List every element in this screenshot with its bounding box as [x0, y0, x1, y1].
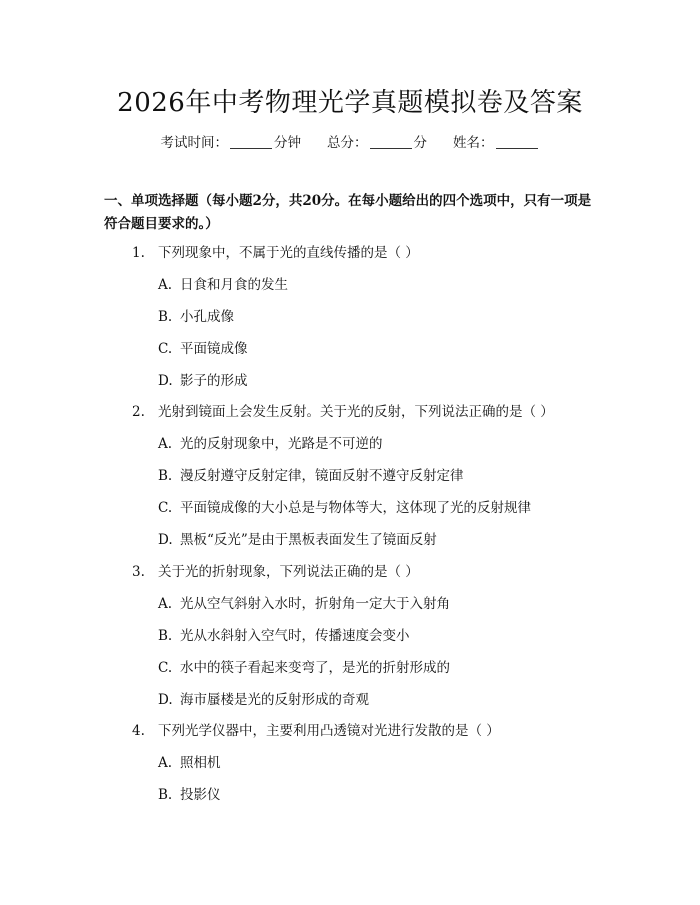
option-text: 黑板“反光”是由于黑板表面发生了镜面反射	[180, 532, 437, 548]
q1-option-d	[158, 371, 248, 391]
name-blank	[496, 136, 538, 149]
q2-option-a	[158, 434, 383, 454]
name-label: 姓名：	[453, 135, 494, 151]
q2-option-d	[158, 530, 437, 550]
q3-option-b	[158, 626, 410, 646]
option-letter: D.	[158, 692, 173, 708]
q3-option-c	[158, 658, 450, 678]
option-text: 光从空气斜射入水时，折射角一定大于入射角	[180, 596, 450, 612]
q3-option-d	[158, 690, 369, 710]
time-blank	[230, 136, 272, 149]
option-text: 光的反射现象中，光路是不可逆的	[180, 436, 383, 452]
option-letter: D.	[158, 373, 173, 389]
exam-meta-line	[0, 131, 700, 151]
score-label: 总分：	[327, 135, 368, 151]
option-text: 照相机	[180, 755, 221, 771]
option-text: 投影仪	[180, 787, 221, 803]
option-letter: C.	[158, 500, 173, 516]
score-unit: 分	[413, 135, 427, 151]
option-letter: B.	[158, 309, 173, 325]
question-4	[132, 721, 500, 741]
option-text: 海市蜃楼是光的反射形成的奇观	[180, 692, 369, 708]
option-letter: A.	[158, 755, 173, 771]
question-text: 关于光的折射现象，下列说法正确的是（ ）	[158, 564, 419, 580]
score-blank	[370, 136, 412, 149]
q1-option-a	[158, 275, 288, 295]
option-letter: A.	[158, 277, 173, 293]
option-text: 光从水斜射入空气时，传播速度会变小	[180, 628, 410, 644]
question-text: 下列光学仪器中，主要利用凸透镜对光进行发散的是（ ）	[158, 723, 500, 739]
time-unit: 分钟	[274, 135, 301, 151]
option-text: 平面镜成像的大小总是与物体等大，这体现了光的反射规律	[180, 500, 531, 516]
question-3	[132, 562, 419, 582]
option-text: 漫反射遵守反射定律，镜面反射不遵守反射定律	[180, 468, 464, 484]
question-1	[132, 243, 419, 263]
q4-option-b	[158, 785, 221, 805]
option-text: 平面镜成像	[180, 341, 248, 357]
time-label: 考试时间：	[160, 135, 228, 151]
q2-option-b	[158, 466, 464, 486]
option-text: 影子的形成	[180, 373, 248, 389]
question-number: 4.	[132, 723, 145, 739]
option-text: 小孔成像	[180, 309, 234, 325]
q2-option-c	[158, 498, 531, 518]
section-heading: 一、单项选择题（每小题2分，共20分。在每小题给出的四个选项中，只有一项是符合题目要求的。）	[104, 193, 592, 232]
q3-option-a	[158, 594, 450, 614]
q4-option-a	[158, 753, 221, 773]
question-number: 3.	[132, 564, 145, 580]
q1-option-c	[158, 339, 248, 359]
option-letter: A.	[158, 436, 173, 452]
option-letter: A.	[158, 596, 173, 612]
option-letter: B.	[158, 468, 173, 484]
option-text: 水中的筷子看起来变弯了，是光的折射形成的	[180, 660, 450, 676]
option-letter: B.	[158, 787, 173, 803]
question-text: 光射到镜面上会发生反射。关于光的反射，下列说法正确的是（ ）	[158, 404, 554, 420]
option-letter: D.	[158, 532, 173, 548]
question-number: 2.	[132, 404, 145, 420]
question-2	[132, 402, 554, 422]
option-text: 日食和月食的发生	[180, 277, 288, 293]
option-letter: B.	[158, 628, 173, 644]
question-number: 1.	[132, 245, 145, 261]
q1-option-b	[158, 307, 234, 327]
question-text: 下列现象中，不属于光的直线传播的是（ ）	[158, 245, 419, 261]
option-letter: C.	[158, 660, 173, 676]
option-letter: C.	[158, 341, 173, 357]
page-title: 2026年中考物理光学真题模拟卷及答案	[117, 88, 583, 118]
